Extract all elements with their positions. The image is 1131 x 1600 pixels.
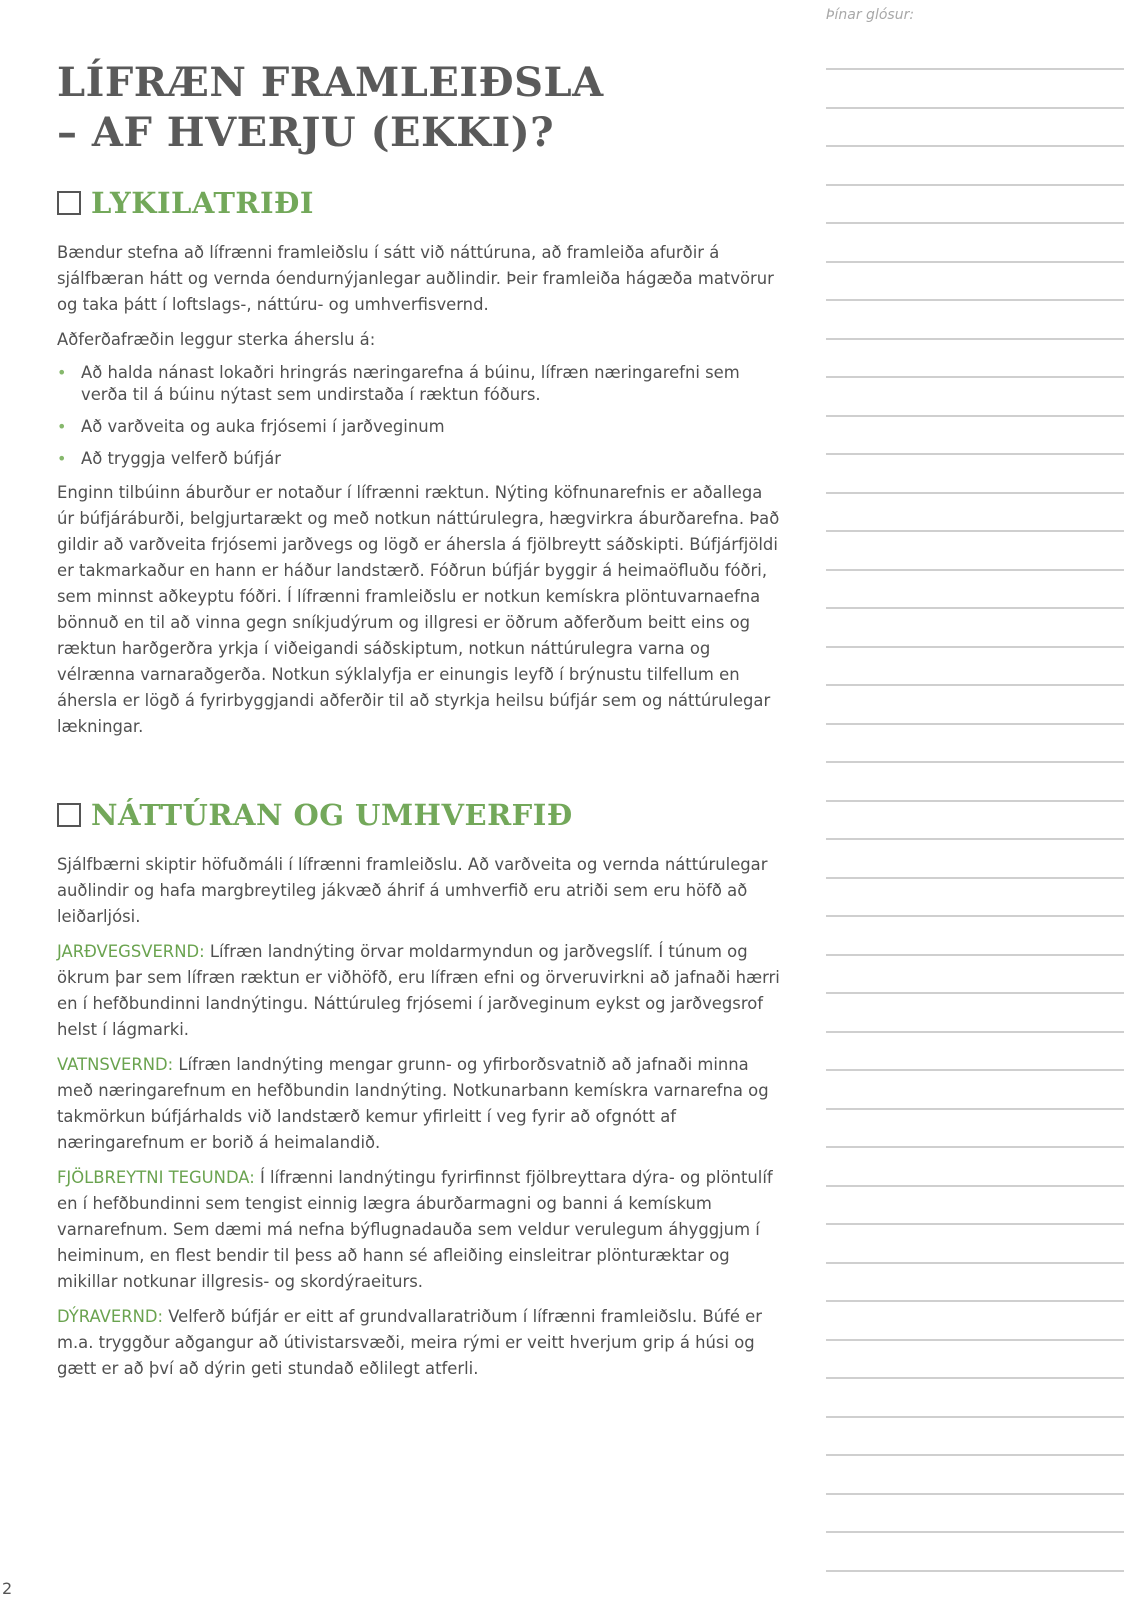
note-line bbox=[826, 1223, 1124, 1225]
note-line bbox=[826, 1300, 1124, 1302]
section-checkbox[interactable] bbox=[57, 803, 81, 827]
note-line bbox=[826, 954, 1124, 956]
note-line bbox=[826, 1454, 1124, 1456]
note-line bbox=[826, 684, 1124, 686]
page-title bbox=[57, 58, 782, 158]
note-line bbox=[826, 338, 1124, 340]
section-checkbox[interactable] bbox=[57, 191, 81, 215]
topic-label: VATNSVERND: bbox=[57, 1055, 174, 1074]
bullet-text: Að varðveita og auka frjósemi í jarðveginum bbox=[81, 417, 445, 436]
note-line bbox=[826, 184, 1124, 186]
body-paragraph: Enginn tilbúinn áburður er notaður í lífrænni ræktun. Nýting köfnunarefnis er aðallega úr búfjáráburði, belgjurtarækt og með notkun náttúrulegra, hægvirkra áburðarefna. Það gildir að varðveita frjósemi jarðvegs og lögð er áhersla á fjölbreytt sáðskipti. Búfjárfjöldi er takmarkaður en hann er háður landstærð. Fóðrun búfjár byggir á heimaöfluðu fóðri, sem minnst aðkeyptu fóðri. Í lífrænni framleiðslu er notkun kemískra plöntuvarnaefna bönnuð en til að vinna gegn sníkjudýrum og illgresi er öðrum aðferðum beitt eins og ræktun harðgerðra yrkja í viðeigandi sáðskiptum, notkun náttúrulegra varna og vélrænna varnaraðgerða. Notkun sýklalyfja er einungis leyfð í brýnustu tilfellum en áhersla er lögð á fyrirbyggjandi aðferðir til að styrkja heilsu búfjár sem og náttúrulegar lækningar. bbox=[57, 483, 780, 736]
page-title-line-2: – AF HVERJU (EKKI)? bbox=[57, 109, 555, 156]
note-line bbox=[826, 1031, 1124, 1033]
section-intro-paragraph: Bændur stefna að lífrænni framleiðslu í sátt við náttúruna, að framleiða afurðir á sjálfbæran hátt og vernda óendurnýjanlegar auðlindir. Þeir framleiða hágæða matvörur og taka þátt í loftslags-, náttúru- og umhverfisvernd. bbox=[57, 243, 774, 314]
page-number: 2 bbox=[2, 1579, 13, 1598]
note-line bbox=[826, 915, 1124, 917]
note-line bbox=[826, 299, 1124, 301]
note-line bbox=[826, 376, 1124, 378]
note-line bbox=[826, 107, 1124, 109]
note-line bbox=[826, 261, 1124, 263]
note-line bbox=[826, 607, 1124, 609]
note-line bbox=[826, 1069, 1124, 1071]
note-line bbox=[826, 992, 1124, 994]
section-heading: LYKILATRIÐI bbox=[91, 186, 314, 220]
topic-paragraph-animal-welfare bbox=[57, 1304, 782, 1382]
topic-text: Velferð búfjár er eitt af grundvallaratriðum í lífrænni framleiðslu. Búfé er m.a. tryggður aðgangur að útivistarsvæði, meira rými er veitt hverjum grip á húsi og gætt er að því að dýrin geti stundað eðlilegt atferli. bbox=[57, 1307, 762, 1378]
note-line bbox=[826, 1377, 1124, 1379]
bullet-text: Að tryggja velferð búfjár bbox=[81, 449, 282, 468]
main-content bbox=[57, 58, 782, 1391]
note-line bbox=[826, 1146, 1124, 1148]
topic-text: Í lífrænni landnýtingu fyrirfinnst fjölbreyttara dýra- og plöntulíf en í hefðbundinni sem tengist einnig lægra áburðarmagni og banni á kemískum varnarefnum. Sem dæmi má nefna býflugnadauða sem veldur verulegum áhyggjum í heiminum, en flest bendir til þess að hann sé afleiðing einsleitrar plönturæktar og mikillar notkunar illgresis- og skordýraeiturs. bbox=[57, 1168, 773, 1291]
topic-paragraph-biodiversity bbox=[57, 1165, 782, 1295]
note-line bbox=[826, 492, 1124, 494]
note-line bbox=[826, 800, 1124, 802]
note-line bbox=[826, 1416, 1124, 1418]
topic-text: Lífræn landnýting örvar moldarmyndun og jarðvegslíf. Í túnum og ökrum þar sem lífræn ræktun er viðhöfð, eru lífræn efni og örveruvirkni að jafnaði hærri en í hefðbundinni landnýtingu. Náttúruleg frjósemi í jarðveginum eykst og jarðvegsrof helst í lágmarki. bbox=[57, 942, 780, 1039]
note-line bbox=[826, 1570, 1124, 1572]
topic-label: FJÖLBREYTNI TEGUNDA: bbox=[57, 1168, 255, 1187]
note-line bbox=[826, 877, 1124, 879]
section-heading: NÁTTÚRAN OG UMHVERFIÐ bbox=[91, 798, 573, 832]
note-line bbox=[826, 1108, 1124, 1110]
note-line bbox=[826, 838, 1124, 840]
bullet-text: Að halda nánast lokaðri hringrás næringarefna á búinu, lífræn næringarefni sem verða til á búinu nýtast sem undirstaða í ræktun fóðurs. bbox=[81, 363, 740, 404]
section-intro-paragraph: Sjálfbærni skiptir höfuðmáli í lífrænni framleiðslu. Að varðveita og vernda náttúrulegar auðlindir og hafa margbreytileg jákvæð áhrif á umhverfið eru atriði sem eru höfð að leiðarljósi. bbox=[57, 855, 768, 926]
notes-panel bbox=[826, 0, 1126, 1600]
note-line bbox=[826, 1185, 1124, 1187]
method-lead-paragraph: Aðferðafræðin leggur sterka áherslu á: bbox=[57, 330, 376, 349]
note-line bbox=[826, 1262, 1124, 1264]
note-line bbox=[826, 145, 1124, 147]
topic-label: DÝRAVERND: bbox=[57, 1307, 163, 1326]
method-bullet-list bbox=[57, 362, 782, 470]
note-line bbox=[826, 761, 1124, 763]
notes-label: Þínar glósur: bbox=[826, 7, 915, 23]
topic-text: Lífræn landnýting mengar grunn- og yfirborðsvatnið að jafnaði minna með næringarefnum en hefðbundin landnýting. Notkunarbann kemískra varnarefna og takmörkun búfjárhalds við landstærð kemur yfirleitt í veg fyrir að ofgnótt af næringarefnum er borið á heimalandið. bbox=[57, 1055, 769, 1152]
note-line bbox=[826, 569, 1124, 571]
bullet-item bbox=[57, 362, 782, 406]
topic-paragraph-water bbox=[57, 1052, 782, 1156]
note-line bbox=[826, 222, 1124, 224]
note-line bbox=[826, 453, 1124, 455]
bullet-item bbox=[57, 416, 782, 438]
section-natturan-header bbox=[57, 798, 782, 832]
note-line bbox=[826, 1339, 1124, 1341]
bullet-dot-icon: • bbox=[57, 449, 67, 468]
note-line bbox=[826, 723, 1124, 725]
page-title-line-1: LÍFRÆN FRAMLEIÐSLA bbox=[57, 59, 604, 106]
note-line bbox=[826, 530, 1124, 532]
bullet-dot-icon: • bbox=[57, 417, 67, 436]
note-line bbox=[826, 646, 1124, 648]
note-line bbox=[826, 68, 1124, 70]
topic-paragraph-soil bbox=[57, 939, 782, 1043]
note-line bbox=[826, 1493, 1124, 1495]
topic-label: JARÐVEGSVERND: bbox=[57, 942, 205, 961]
note-line bbox=[826, 415, 1124, 417]
note-line bbox=[826, 1531, 1124, 1533]
bullet-dot-icon: • bbox=[57, 363, 67, 382]
bullet-item bbox=[57, 448, 782, 470]
section-lykilatridi-header bbox=[57, 186, 782, 220]
